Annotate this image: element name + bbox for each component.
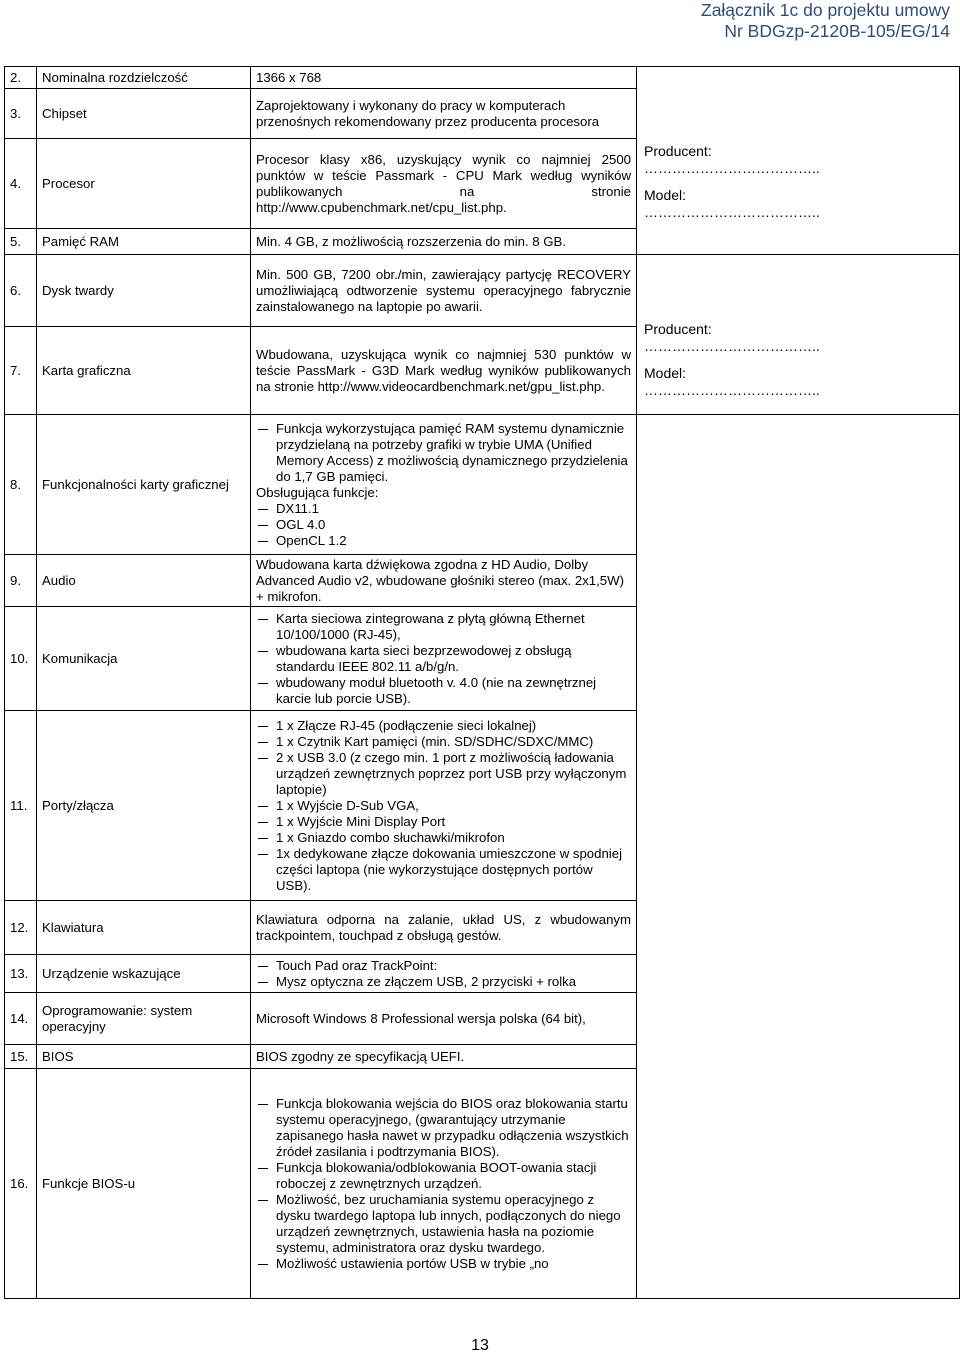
row-value: Klawiatura odporna na zalanie, układ US, z wbudowanym trackpointem, touchpad z obsługą gestów.: [251, 901, 637, 955]
table-row: [5, 67, 960, 89]
row-number: 6.: [5, 255, 37, 327]
row-label: Klawiatura: [37, 901, 251, 955]
row-value: Min. 500 GB, 7200 obr./min, zawierający partycję RECOVERY umożliwiającą odtworzenie systemu operacyjnego fabrycznie zainstalowanego na laptopie po awarii.: [251, 255, 637, 327]
row-value: Procesor klasy x86, uzyskujący wynik co najmniej 2500 punktów w teście Passmark - CPU Mark według wyników publikowanych na stronie http://www.cpubenchmark.net/cpu_list.php.: [251, 139, 637, 229]
page-number: 13: [471, 1337, 489, 1354]
list-item: 1x dedykowane złącze dokowania umieszczone w spodniej części laptopa (nie wykorzystujące dostępnych portów USB).: [256, 846, 631, 894]
list-item: 1 x Wyjście Mini Display Port: [256, 814, 631, 830]
list-item: DX11.1: [256, 501, 631, 517]
list-item: Touch Pad oraz TrackPoint:: [256, 958, 631, 974]
list-item: wbudowana karta sieci bezprzewodowej z obsługą standardu IEEE 802.11 a/b/g/n.: [256, 643, 631, 675]
producer-dots: ………………………………..: [644, 338, 820, 354]
row-number: 11.: [5, 711, 37, 901]
header-attachment-title: Załącznik 1c do projektu umowy: [701, 0, 950, 20]
row-label: Chipset: [37, 89, 251, 139]
table-row: [5, 255, 960, 327]
row-value: [251, 607, 637, 711]
list-item: 2 x USB 3.0 (z czego min. 1 port z możliwością ładowania urządzeń zewnętrznych poprzez port USB przy wyłączonym laptopie): [256, 750, 631, 798]
row-number: 8.: [5, 415, 37, 555]
row-number: 5.: [5, 229, 37, 255]
row-label: Audio: [37, 555, 251, 607]
producer-label: Producent:: [644, 143, 712, 159]
row-value: [251, 1069, 637, 1299]
model-label: Model:: [644, 365, 687, 381]
row-label: Urządzenie wskazujące: [37, 955, 251, 993]
row-value: Wbudowana, uzyskująca wynik co najmniej 530 punktów w teście PassMark - G3D Mark według wyników publikowanych na stronie http://www.videocardbenchmark.net/gpu_list.php.: [251, 327, 637, 415]
row-number: 12.: [5, 901, 37, 955]
row-label: Dysk twardy: [37, 255, 251, 327]
row-number: 13.: [5, 955, 37, 993]
row-label: Karta graficzna: [37, 327, 251, 415]
list-item: Mysz optyczna ze złączem USB, 2 przyciski + rolka: [256, 974, 631, 990]
row-number: 10.: [5, 607, 37, 711]
row-value: Wbudowana karta dźwiękowa zgodna z HD Audio, Dolby Advanced Audio v2, wbudowane głośniki stereo (max. 2x1,5W) + mikrofon.: [251, 555, 637, 607]
header-reference-number: Nr BDGzp-2120B-105/EG/14: [724, 21, 950, 41]
row-value: Zaprojektowany i wykonany do pracy w komputerach przenośnych rekomendowany przez producenta procesora: [251, 89, 637, 139]
row-label: Komunikacja: [37, 607, 251, 711]
document-header: [701, 0, 950, 42]
specification-table: [4, 66, 960, 1299]
model-label: Model:: [644, 187, 687, 203]
row-number: 2.: [5, 67, 37, 89]
row-number: 4.: [5, 139, 37, 229]
row-label: BIOS: [37, 1045, 251, 1069]
row-label: Funkcjonalności karty graficznej: [37, 415, 251, 555]
row-number: 3.: [5, 89, 37, 139]
row-number: 16.: [5, 1069, 37, 1299]
list-item: OGL 4.0: [256, 517, 631, 533]
list-item: wbudowany moduł bluetooth v. 4.0 (nie na zewnętrznej karcie lub porcie USB).: [256, 675, 631, 707]
model-dots: ………………………………..: [644, 382, 820, 398]
list-item: Funkcja blokowania wejścia do BIOS oraz blokowania startu systemu operacyjnego, (gwarantujący utrzymanie zapisanego hasła nawet w przypadku odłączenia wszystkich źródeł zasilania i podtrzymania BIOS).: [256, 1096, 631, 1160]
row-label: Oprogramowanie: system operacyjny: [37, 993, 251, 1045]
row-label: Porty/złącza: [37, 711, 251, 901]
row-value: Microsoft Windows 8 Professional wersja polska (64 bit),: [251, 993, 637, 1045]
list-item: Możliwość ustawienia portów USB w trybie „no: [256, 1256, 631, 1272]
row-value: BIOS zgodny ze specyfikacją UEFI.: [251, 1045, 637, 1069]
row-number: 14.: [5, 993, 37, 1045]
row-label: Pamięć RAM: [37, 229, 251, 255]
row-value: Min. 4 GB, z możliwością rozszerzenia do min. 8 GB.: [251, 229, 637, 255]
list-item: 1 x Wyjście D-Sub VGA,: [256, 798, 631, 814]
row-value: 1366 x 768: [251, 67, 637, 89]
producer-model-cell: [637, 67, 960, 255]
row-value: [251, 415, 637, 555]
row-label: Funkcje BIOS-u: [37, 1069, 251, 1299]
table-row: [5, 415, 960, 555]
list-item: 1 x Gniazdo combo słuchawki/mikrofon: [256, 830, 631, 846]
producer-dots: ………………………………..: [644, 160, 820, 176]
list-item: Możliwość, bez uruchamiania systemu operacyjnego z dysku twardego laptopa lub innych, podłączonych do niego urządzeń zewnętrznych, ustawienia hasła na poziomie systemu, administratora oraz dysku twardego.: [256, 1192, 631, 1256]
support-label: Obsługująca funkcje:: [256, 484, 379, 500]
producer-model-cell: [637, 415, 960, 1299]
list-item: OpenCL 1.2: [256, 533, 631, 549]
row-value: [251, 711, 637, 901]
row-number: 7.: [5, 327, 37, 415]
producer-model-cell: [637, 255, 960, 415]
row-label: Procesor: [37, 139, 251, 229]
list-item: 1 x Czytnik Kart pamięci (min. SD/SDHC/SDXC/MMC): [256, 734, 631, 750]
row-number: 15.: [5, 1045, 37, 1069]
row-value: [251, 955, 637, 993]
producer-label: Producent:: [644, 321, 712, 337]
list-item: Funkcja wykorzystująca pamięć RAM systemu dynamicznie przydzielaną na potrzeby grafiki w trybie UMA (Unified Memory Access) z możliwością dynamicznego przydzielenia do 1,7 GB pamięci.: [256, 421, 631, 485]
row-number: 9.: [5, 555, 37, 607]
list-item: 1 x Złącze RJ-45 (podłączenie sieci lokalnej): [256, 718, 631, 734]
row-label: Nominalna rozdzielczość: [37, 67, 251, 89]
list-item: Funkcja blokowania/odblokowania BOOT-owania stacji roboczej z zewnętrznych urządzeń.: [256, 1160, 631, 1192]
model-dots: ………………………………..: [644, 204, 820, 220]
list-item: Karta sieciowa zintegrowana z płytą główną Ethernet 10/100/1000 (RJ-45),: [256, 611, 631, 643]
